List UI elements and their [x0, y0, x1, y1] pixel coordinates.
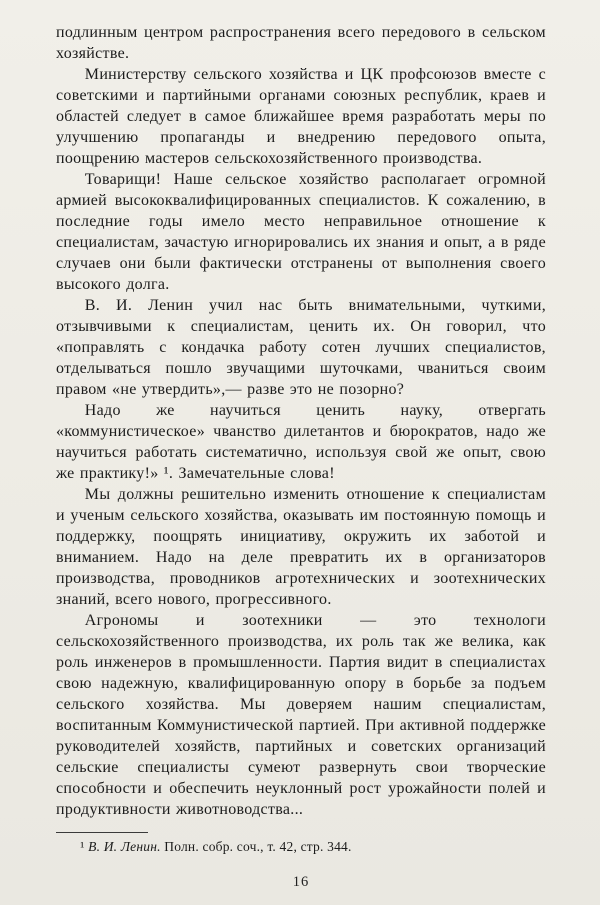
paragraph: подлинным центром распространения всего передового в сельском хозяйстве.: [56, 24, 546, 62]
paragraph: В. И. Ленин учил нас быть внимательными, чуткими, отзывчивыми к специалистам, ценить их. Он говорил, что «поправлять с кондачка работу сотен лучших специалистов, отделываться пошло звучащими шуточками, чваниться своим правом «не утвердить»,— разве это не позорно?: [56, 297, 546, 398]
footnote-marker: ¹: [80, 839, 85, 854]
text-block: [56, 22, 546, 820]
page-number: 16: [292, 874, 310, 890]
footnote-text: Полн. собр. соч., т. 42, стр. 344.: [164, 839, 352, 854]
paragraph: Надо же научиться ценить науку, отвергать «коммунистическое» чванство дилетантов и бюрократов, надо же научиться работать систематично, используя свой же опыт, свою же практику!» ¹. Замечательные слова!: [56, 402, 546, 482]
footnote: [56, 838, 546, 856]
footnote-rule: [56, 832, 148, 833]
footnote-author: В. И. Ленин.: [88, 839, 161, 854]
footnote-area: [56, 824, 546, 856]
paragraph: Товарищи! Наше сельское хозяйство располагает огромной армией высококвалифицированных специалистов. К сожалению, в последние годы имело место неправильное отношение к специалистам, зачастую игнорировались их знания и опыт, а в ряде случаев они были фактически отстранены от выполнения своего высокого долга.: [56, 171, 546, 293]
paragraph: Мы должны решительно изменить отношение к специалистам и ученым сельского хозяйства, оказывать им постоянную помощь и поддержку, поощрять инициативу, окружить их заботой и вниманием. Надо на деле превратить их в организаторов производства, проводников агротехнических и зоотехнических знаний, всего нового, прогрессивного.: [56, 486, 546, 608]
paragraph: Министерству сельского хозяйства и ЦК профсоюзов вместе с советскими и партийными органами союзных республик, краев и областей следует в самое ближайшее время разработать меры по улучшению пропаганды и внедрению передового опыта, поощрению мастеров сельскохозяйственного производства.: [56, 66, 546, 167]
paragraph: Агрономы и зоотехники — это технологи сельскохозяйственного производства, их роль так же велика, как роль инженеров в промышленности. Партия видит в специалистах свою надежную, квалифицированную опору в борьбе за подъем сельского хозяйства. Мы доверяем нашим специалистам, воспитанным Коммунистической партией. При активной поддержке руководителей хозяйств, партийных и советских организаций сельские специалисты сумеют развернуть свои творческие способности и обеспечить неуклонный рост урожайности полей и продуктивности животноводства...: [56, 612, 546, 818]
